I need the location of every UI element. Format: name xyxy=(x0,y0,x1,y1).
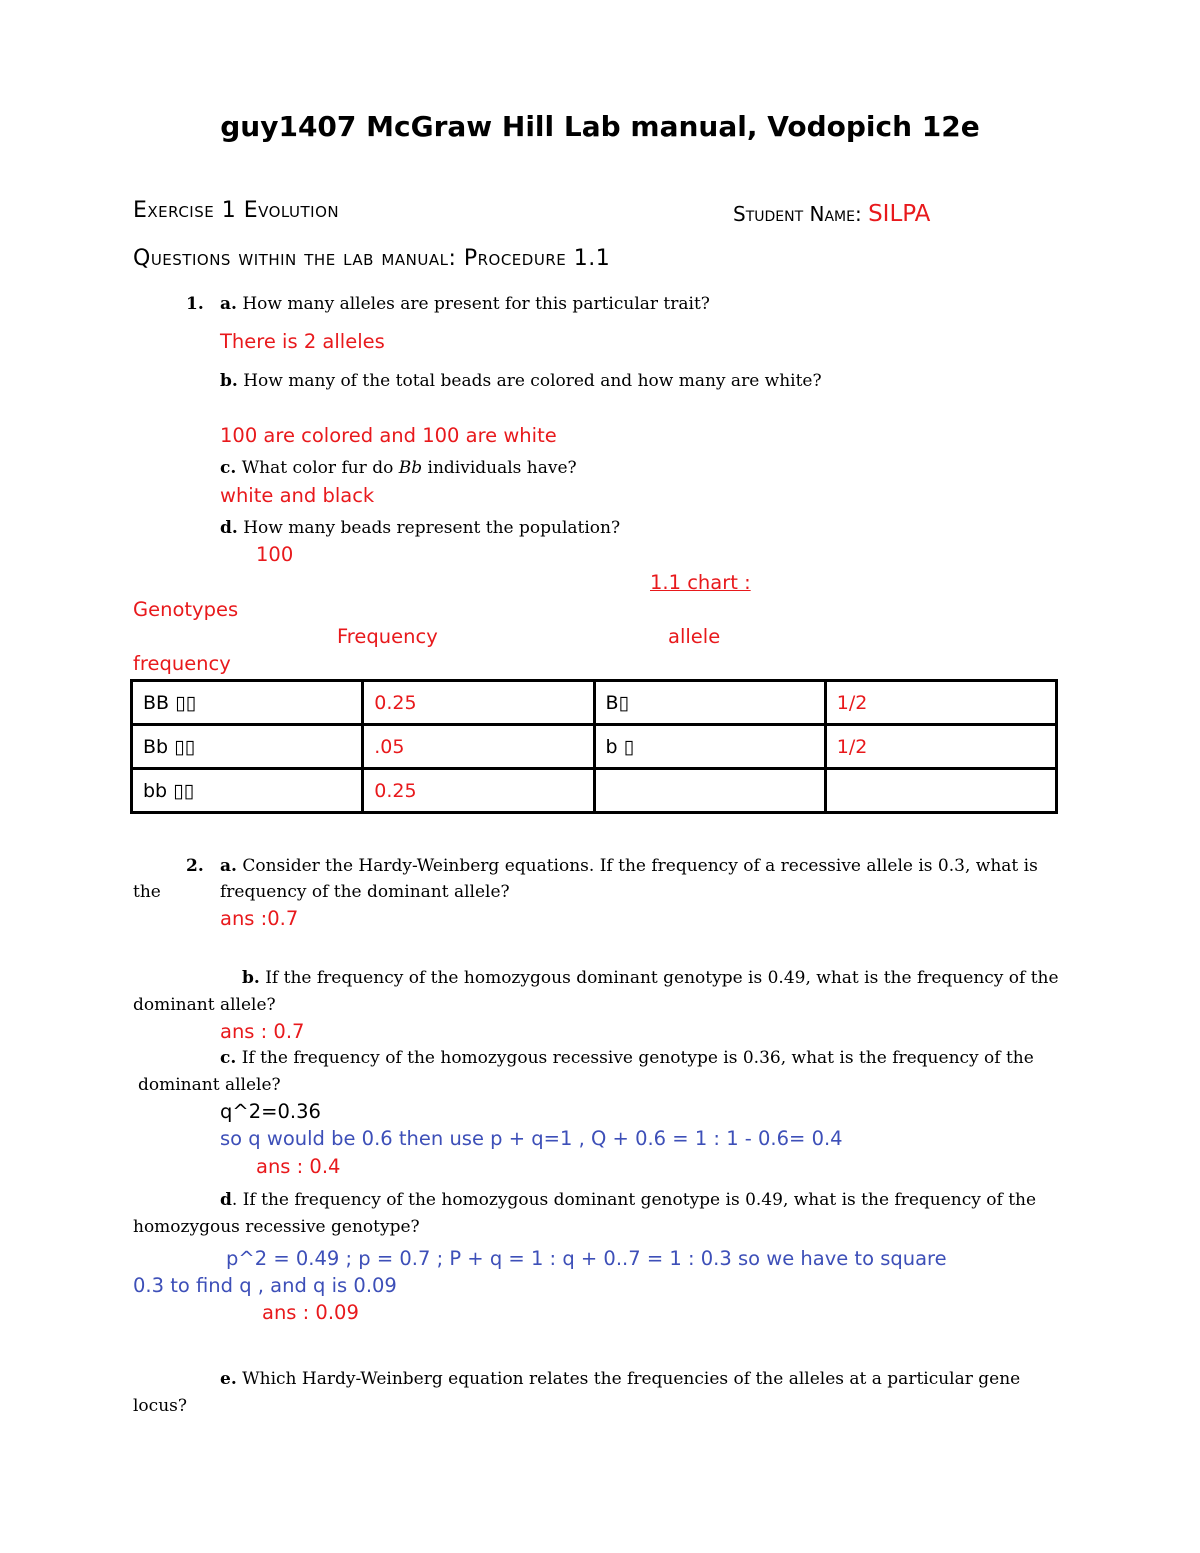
frequency-cell: 0.25 xyxy=(363,769,594,813)
student-name-line xyxy=(733,201,930,227)
q2d-work-2: 0.3 to find q , and q is 0.09 xyxy=(133,1274,397,1297)
table-row xyxy=(132,681,1057,725)
chart-header-frequency-2: frequency xyxy=(133,652,231,675)
genotype-cell: BB ▯▯ xyxy=(132,681,363,725)
q2b-answer: ans : 0.7 xyxy=(220,1020,305,1043)
q2e-question: e. Which Hardy-Weinberg equation relates the frequencies of the alleles at a particular gene xyxy=(220,1369,1021,1389)
q2d-answer: ans : 0.09 xyxy=(262,1301,359,1324)
q2c-answer: ans : 0.4 xyxy=(256,1155,341,1178)
q1d-question: d. How many beads represent the population? xyxy=(220,518,621,538)
allele-cell: B▯ xyxy=(594,681,825,725)
allele-frequency-cell: 1/2 xyxy=(825,725,1056,769)
q1-number: 1. xyxy=(186,294,204,314)
genotype-cell: Bb ▯▯ xyxy=(132,725,363,769)
q1a-answer: There is 2 alleles xyxy=(220,330,385,353)
q2a-answer: ans :0.7 xyxy=(220,907,299,930)
table-row xyxy=(132,769,1057,813)
q2a-question: a. Consider the Hardy-Weinberg equations. If the frequency of a recessive allele is 0.3, what is xyxy=(220,856,1038,876)
allele-cell: b ▯ xyxy=(594,725,825,769)
allele-frequency-cell xyxy=(825,769,1056,813)
allele-cell xyxy=(594,769,825,813)
section-heading: Questions within the lab manual: Procedure 1.1 xyxy=(133,246,611,271)
q2c-work-1: q^2=0.36 xyxy=(220,1100,321,1123)
q1c-answer: white and black xyxy=(220,484,375,507)
frequency-cell: .05 xyxy=(363,725,594,769)
q1b-question: b. How many of the total beads are colored and how many are white? xyxy=(220,371,822,391)
q2b-question-cont: dominant allele? xyxy=(133,995,276,1015)
allele-frequency-cell: 1/2 xyxy=(825,681,1056,725)
q1b-answer: 100 are colored and 100 are white xyxy=(220,424,557,447)
student-label: Student Name: xyxy=(733,202,862,226)
q2c-work-2: so q would be 0.6 then use p + q=1 , Q + 0.6 = 1 : 1 - 0.6= 0.4 xyxy=(220,1127,843,1150)
q2d-work-1: p^2 = 0.49 ; p = 0.7 ; P + q = 1 : q + 0..7 = 1 : 0.3 so we have to square xyxy=(226,1247,947,1270)
chart-header-frequency: Frequency xyxy=(337,625,438,648)
q2a-question-the: the xyxy=(133,882,161,902)
chart-header-genotypes: Genotypes xyxy=(133,598,239,621)
q2c-question: c. If the frequency of the homozygous recessive genotype is 0.36, what is the frequency of the xyxy=(220,1048,1034,1068)
q2b-question: b. If the frequency of the homozygous dominant genotype is 0.49, what is the frequency of the xyxy=(242,968,1059,988)
q2d-question: d. If the frequency of the homozygous dominant genotype is 0.49, what is the frequency of the xyxy=(220,1190,1037,1210)
genotype-cell: bb ▯▯ xyxy=(132,769,363,813)
q2-number: 2. xyxy=(186,856,204,876)
q1a-question: a. How many alleles are present for this particular trait? xyxy=(220,294,710,314)
q2c-question-cont: dominant allele? xyxy=(138,1075,281,1095)
chart-caption: 1.1 chart : xyxy=(650,571,751,594)
document-title: guy1407 McGraw Hill Lab manual, Vodopich 12e xyxy=(220,110,980,143)
q2e-question-cont: locus? xyxy=(133,1396,187,1416)
q1d-answer: 100 xyxy=(256,543,294,566)
q2d-question-cont: homozygous recessive genotype? xyxy=(133,1217,420,1237)
chart-header-allele: allele xyxy=(668,625,721,648)
q1c-question: c. What color fur do Bb individuals have? xyxy=(220,458,577,478)
frequency-table xyxy=(130,679,1058,814)
frequency-cell: 0.25 xyxy=(363,681,594,725)
student-name: SILPA xyxy=(868,201,931,227)
q2a-question-cont: frequency of the dominant allele? xyxy=(220,882,510,902)
table-row xyxy=(132,725,1057,769)
exercise-heading: Exercise 1 Evolution xyxy=(133,198,340,223)
